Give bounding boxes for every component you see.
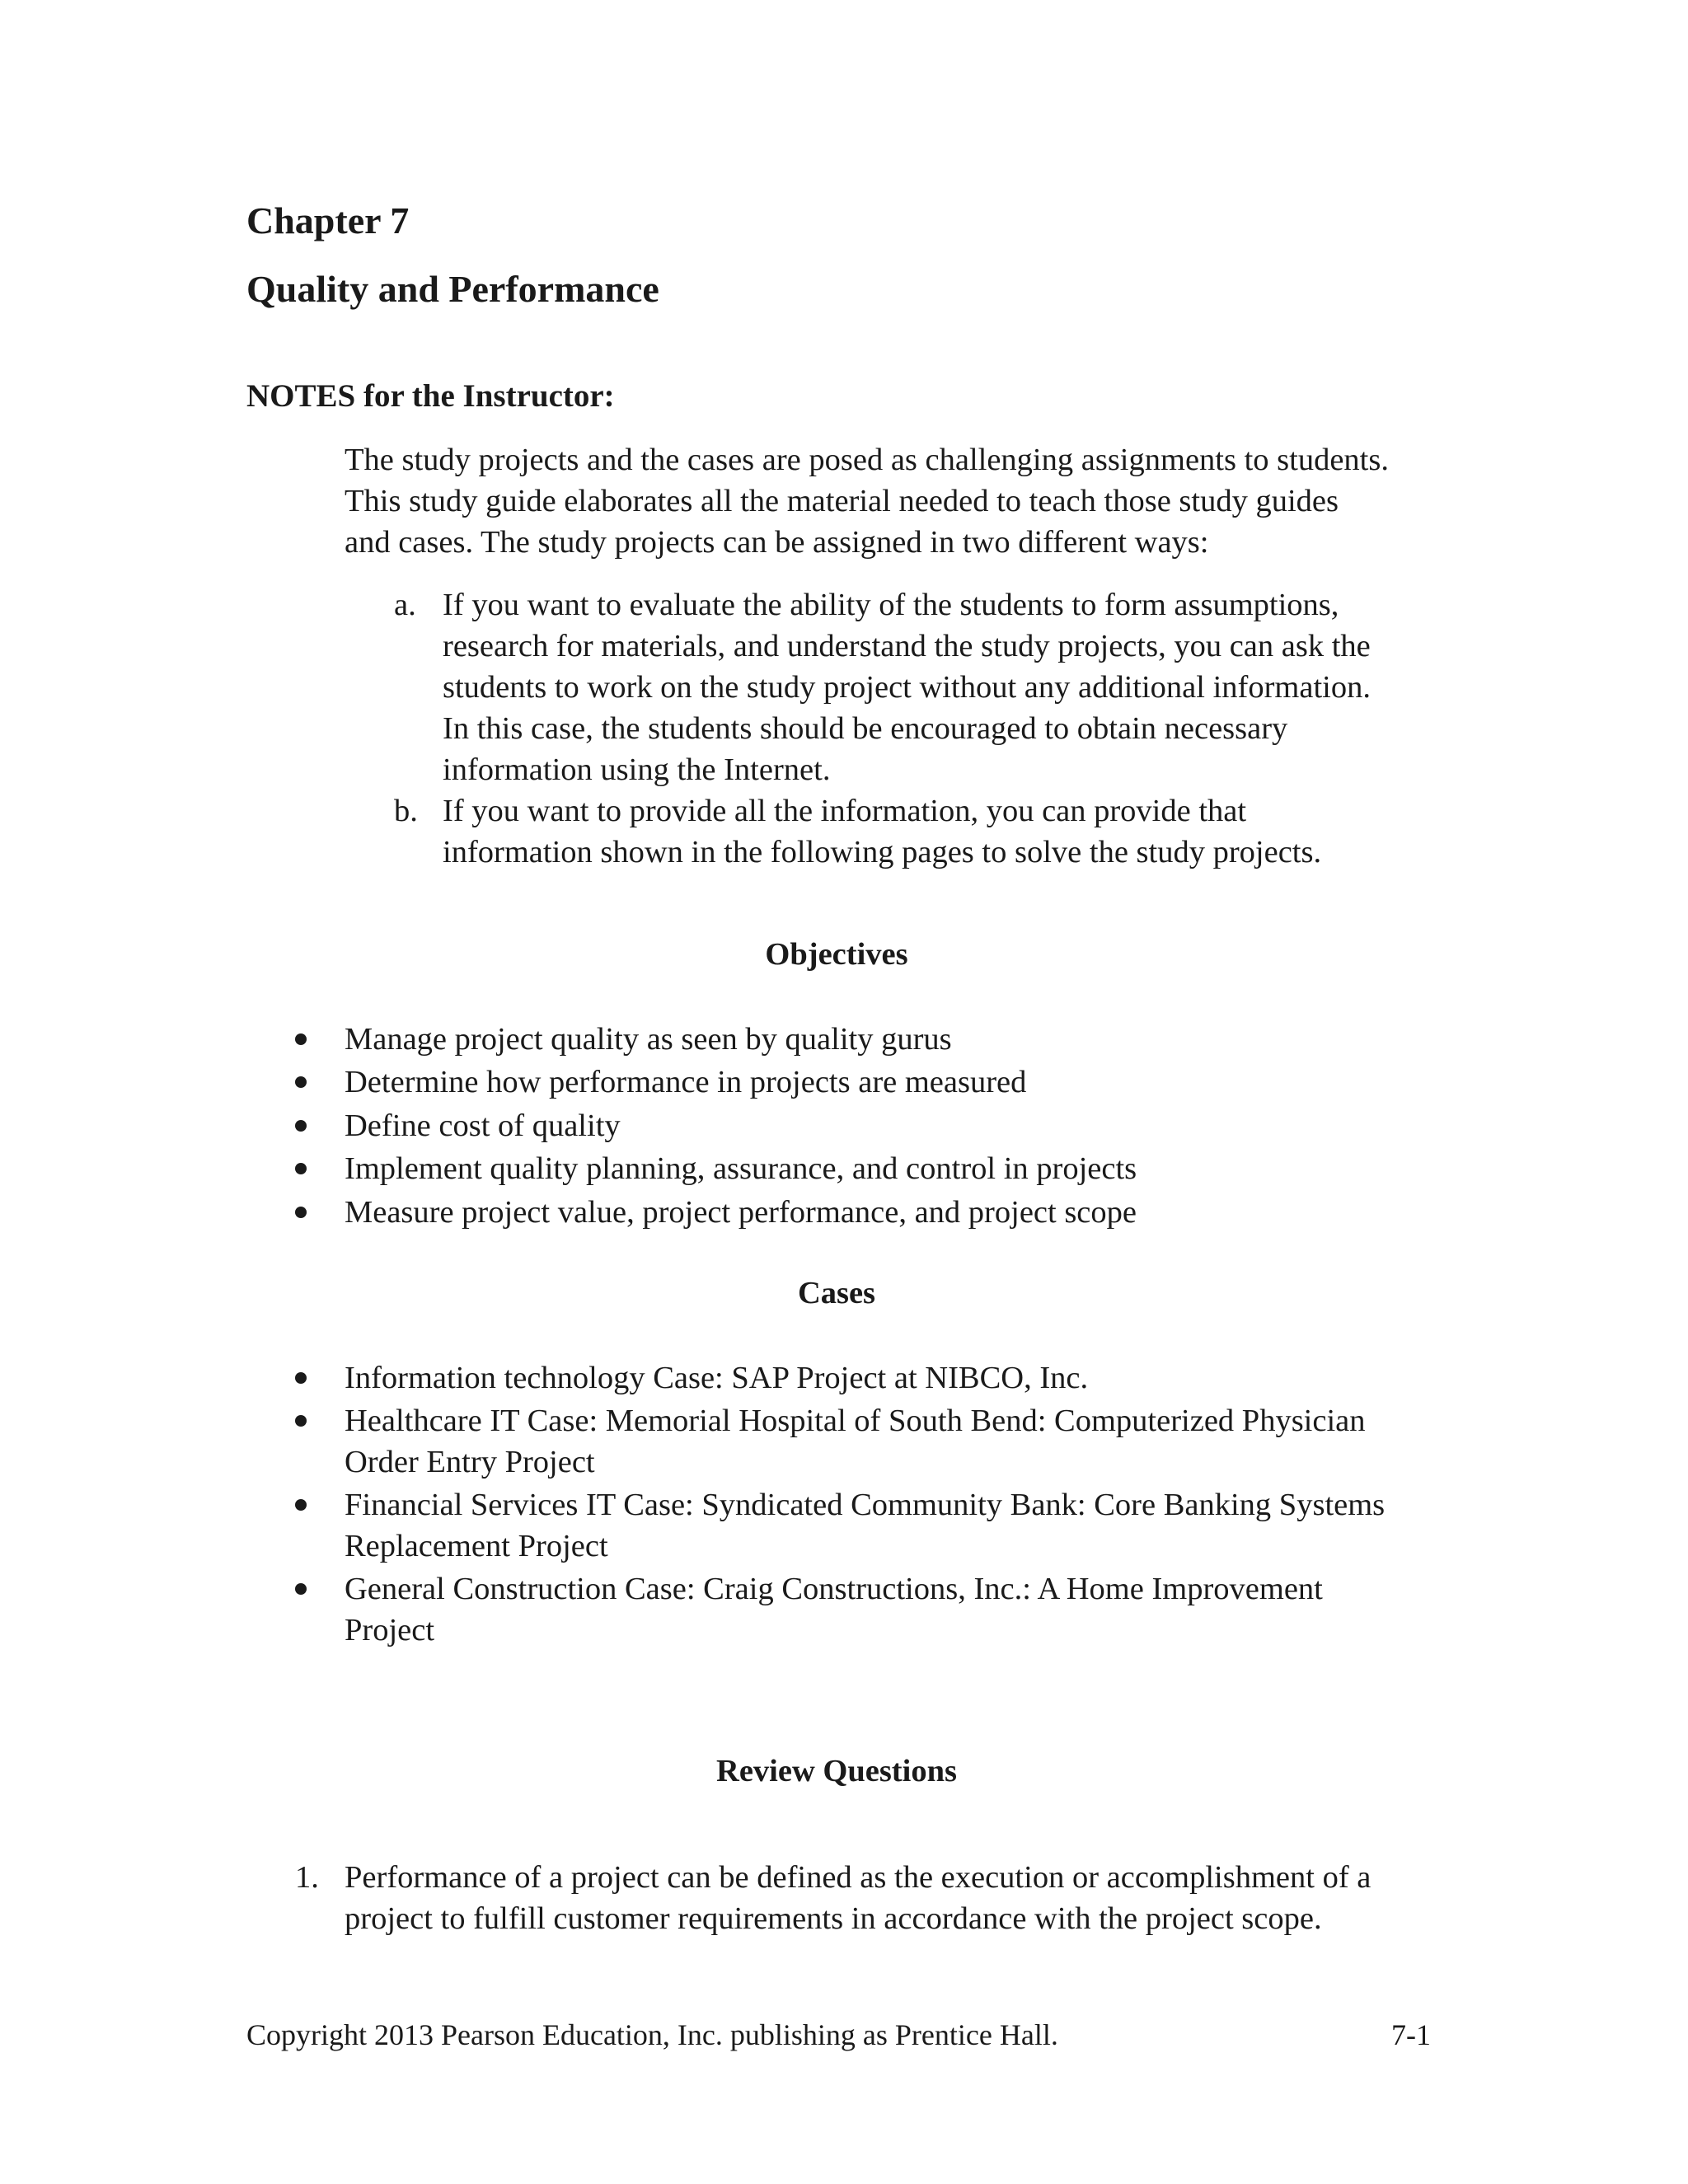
bullet-icon [295, 1033, 307, 1045]
question-line: project to fulfill customer requirements in accordance with the project scope. [345, 1901, 1322, 1936]
cases-heading: Cases [797, 1276, 876, 1310]
list-item-continuation: Order Entry Project [345, 1445, 595, 1479]
bullet-icon [295, 1120, 307, 1132]
list-item-line: information using the Internet. [443, 752, 831, 787]
notes-heading: NOTES for the Instructor: [246, 378, 615, 414]
list-item: Determine how performance in projects are measured [345, 1065, 1027, 1099]
question-line: Performance of a project can be defined as the execution or accomplishment of a [345, 1860, 1372, 1895]
bullet-icon [295, 1163, 307, 1174]
question-number: 1. [295, 1860, 319, 1895]
chapter-heading: Chapter 7 [246, 199, 410, 241]
list-item-line: information shown in the following pages to solve the study projects. [443, 835, 1322, 869]
list-item-continuation: Replacement Project [345, 1529, 608, 1563]
bullet-icon [295, 1207, 307, 1218]
chapter-title: Quality and Performance [246, 268, 659, 310]
objectives-heading: Objectives [765, 937, 908, 972]
list-item-line: In this case, the students should be encouraged to obtain necessary [443, 711, 1288, 746]
list-item: Financial Services IT Case: Syndicated Community Bank: Core Banking Systems [345, 1488, 1386, 1522]
notes-intro-line: This study guide elaborates all the material needed to teach those study guides [345, 484, 1339, 518]
list-item: Implement quality planning, assurance, and control in projects [345, 1151, 1137, 1186]
notes-intro-line: and cases. The study projects can be assigned in two different ways: [345, 525, 1209, 560]
list-item-continuation: Project [345, 1613, 435, 1647]
list-item-line: If you want to evaluate the ability of the students to form assumptions, [443, 588, 1339, 622]
copyright-notice: Copyright 2013 Pearson Education, Inc. publishing as Prentice Hall. [246, 2018, 1058, 2051]
list-marker: a. [394, 588, 416, 622]
list-item-line: research for materials, and understand the study projects, you can ask the [443, 629, 1371, 663]
notes-intro-line: The study projects and the cases are posed as challenging assignments to students. [345, 443, 1389, 477]
review-questions-heading: Review Questions [716, 1754, 957, 1788]
list-item: Information technology Case: SAP Project at NIBCO, Inc. [345, 1361, 1089, 1395]
list-item-line: If you want to provide all the information, you can provide that [443, 794, 1247, 828]
list-item: Measure project value, project performance, and project scope [345, 1195, 1137, 1230]
list-item-line: students to work on the study project without any additional information. [443, 670, 1371, 705]
list-item: Healthcare IT Case: Memorial Hospital of South Bend: Computerized Physician [345, 1404, 1366, 1438]
bullet-icon [295, 1499, 307, 1511]
bullet-icon [295, 1372, 307, 1384]
list-marker: b. [394, 794, 418, 828]
bullet-icon [295, 1583, 307, 1595]
list-item: General Construction Case: Craig Constructions, Inc.: A Home Improvement [345, 1572, 1323, 1606]
bullet-icon [295, 1415, 307, 1427]
list-item: Manage project quality as seen by quality gurus [345, 1022, 952, 1057]
page-number: 7-1 [1391, 2018, 1431, 2051]
list-item: Define cost of quality [345, 1108, 621, 1143]
bullet-icon [295, 1076, 307, 1088]
